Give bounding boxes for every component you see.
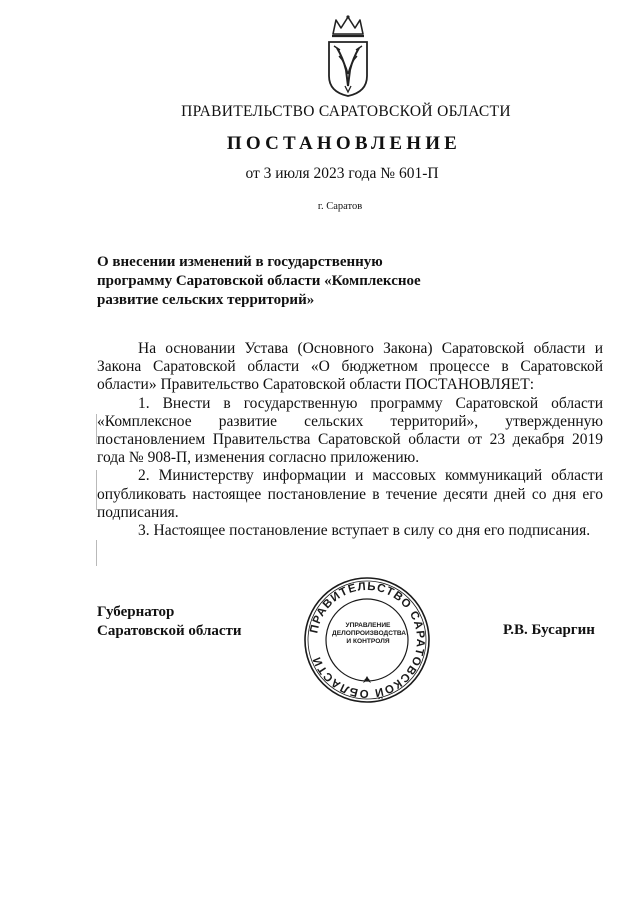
document-body [97,340,603,540]
document-type: ПОСТАНОВЛЕНИЕ [226,133,462,154]
subject-line: О внесении изменений в государственную [97,254,383,270]
seal-inner-line: УПРАВЛЕНИЕ [345,622,391,629]
signer-title [97,603,242,641]
seal-ring-text: ПРАВИТЕЛЬСТВО САРАТОВСКОЙ ОБЛАСТИ [308,580,427,700]
body-paragraph: 3. Настоящее постановление вступает в силу со дня его подписания. [138,522,591,540]
government-title: ПРАВИТЕЛЬСТВО САРАТОВСКОЙ ОБЛАСТИ [181,103,511,120]
subject-line: программу Саратовской области «Комплексное [97,273,421,289]
document-subject [97,253,421,310]
scan-edge-mark [96,470,97,510]
coat-of-arms-icon [323,14,373,98]
seal-inner-line: И КОНТРОЛЯ [346,638,390,645]
scan-edge-mark [96,540,97,566]
scan-edge-mark [96,414,97,444]
signer-title-line: Саратовской области [97,623,242,639]
body-paragraph: 2. Министерству информации и массовых коммуникаций области опубликовать настоящее постановление в течение десяти дней со дня его подписания. [97,467,603,521]
body-paragraph: На основании Устава (Основного Закона) Саратовской области и Закона Саратовской области «О бюджетном процессе в Саратовской области» Правительство Саратовской области ПОСТАНОВЛЯЕТ: [97,340,603,394]
star-icon [363,676,371,683]
subject-line: развитие сельских территорий» [97,292,315,308]
signer-title-line: Губернатор [97,604,175,620]
seal-inner-text [332,622,407,646]
seal-inner-line: ДЕЛОПРОИЗВОДСТВА [332,630,407,637]
document-city: г. Саратов [317,201,363,212]
signer-name: Р.В. Бусаргин [503,622,595,638]
body-paragraph: 1. Внести в государственную программу Саратовской области «Комплексное развитие сельских территорий», утвержденную постановлением Правительства Саратовской области от 23 декабря 2019 года № 908-П, изменения согласно приложению. [97,394,603,467]
document-date-number: от 3 июля 2023 года № 601-П [245,165,439,182]
